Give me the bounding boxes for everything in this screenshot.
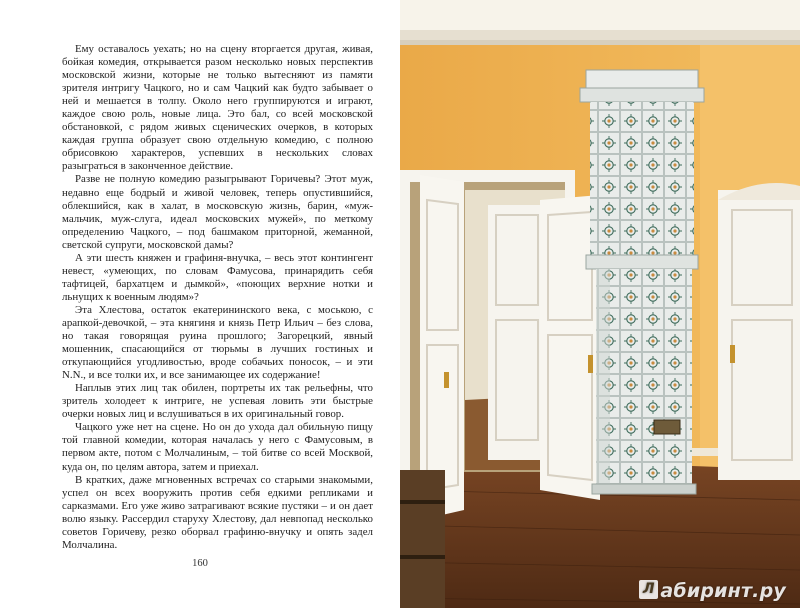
paragraph: Чацкого уже нет на сцене. Но он до ухода дал обильную пищу той главной комедии, которая началась у него с Фамусовым, в первом акте, потом с Молчалиным, – той битве со всей Москвой, куда он, по целям автора, затем и приехал.	[62, 421, 373, 473]
body-text	[62, 43, 373, 552]
watermark: Л абиринт.ру	[639, 580, 786, 602]
paragraph: Ему оставалось уехать; но на сцену вторгается другая, живая, бойкая комедия, открывается разом несколько новых перспектив московской жизни, которые не только вытесняют из памяти зрителя интригу Чацкого, но и сам Чацкий как будто забывает о ней и мешается в толпу. Около него группируются и играют, каждое свою роль, новые лица. Это бал, со всей московской обстановкой, с рядом живых сценических очерков, в которых каждая группа образует свою отдельную комедию, с полною обрисовкою характеров, успевших в нескольких словах разыграться в законченное действие.	[62, 43, 373, 173]
page-number: 160	[192, 558, 208, 569]
door-handle	[444, 372, 449, 388]
wooden-chest	[400, 470, 445, 608]
ceiling	[400, 0, 800, 30]
stove-vent	[654, 420, 680, 434]
tiled-stove-upper	[590, 102, 694, 257]
tiled-stove-lower	[596, 269, 692, 484]
paragraph: В кратких, даже мгновенных встречах со старыми знакомыми, успел он всех вооружить против себя едкими репликами и сарказмами. Его уже живо затрагивают всякие пустяки – и он дает волю языку. Рассердил старуху Хлестову, дал невпопад несколько советов Горичеву, резко оборвал графиню-внучку и опять задел Молчалина.	[62, 473, 373, 551]
paragraph: Разве не полную комедию разыгрывают Горичевы? Этот муж, недавно еще бодрый и живой человек, теперь опустившийся, облекшийся, как в халат, в московскую жизнь, барин, «муж-мальчик, муж-слуга, идеал московских мужей», по меткому определению Чацкого, – под башмаком приторной, жеманной, светской супруги, московской дамы?	[62, 173, 373, 251]
watermark-badge: Л	[639, 580, 658, 599]
paragraph: Наплыв этих лиц так обилен, портреты их так рельефны, что зритель холодеет к интриге, не успевая ловить эти быстрые очерки новых лиц и вслушиваться в их оригинальный говор.	[62, 382, 373, 421]
paragraph: А эти шесть княжен и графиня-внучка, – весь этот контингент невест, «умеющих, по словам Фамусова, принарядить себя тафтицей, бархатцем и дымкой», «поющих верхние нотки и льнущих к военным людям»?	[62, 251, 373, 303]
door-right	[718, 190, 800, 480]
interior-photo	[400, 0, 800, 608]
room-illustration	[400, 0, 800, 608]
stove-cornice	[586, 70, 698, 88]
paragraph: Эта Хлестова, остаток екатерининского века, с моською, с арапкой-девочкой, – эта княгиня и князь Петр Ильич – без слова, но такая говорящая руина прошлого; Загорецкий, явный мошенник, спасающийся от тюрьмы в лучших гостиных и откупающийся угодливостью, вроде собачьих поносок, – и эти N.N., и все толки их, и все занимающее их содержание!	[62, 303, 373, 382]
